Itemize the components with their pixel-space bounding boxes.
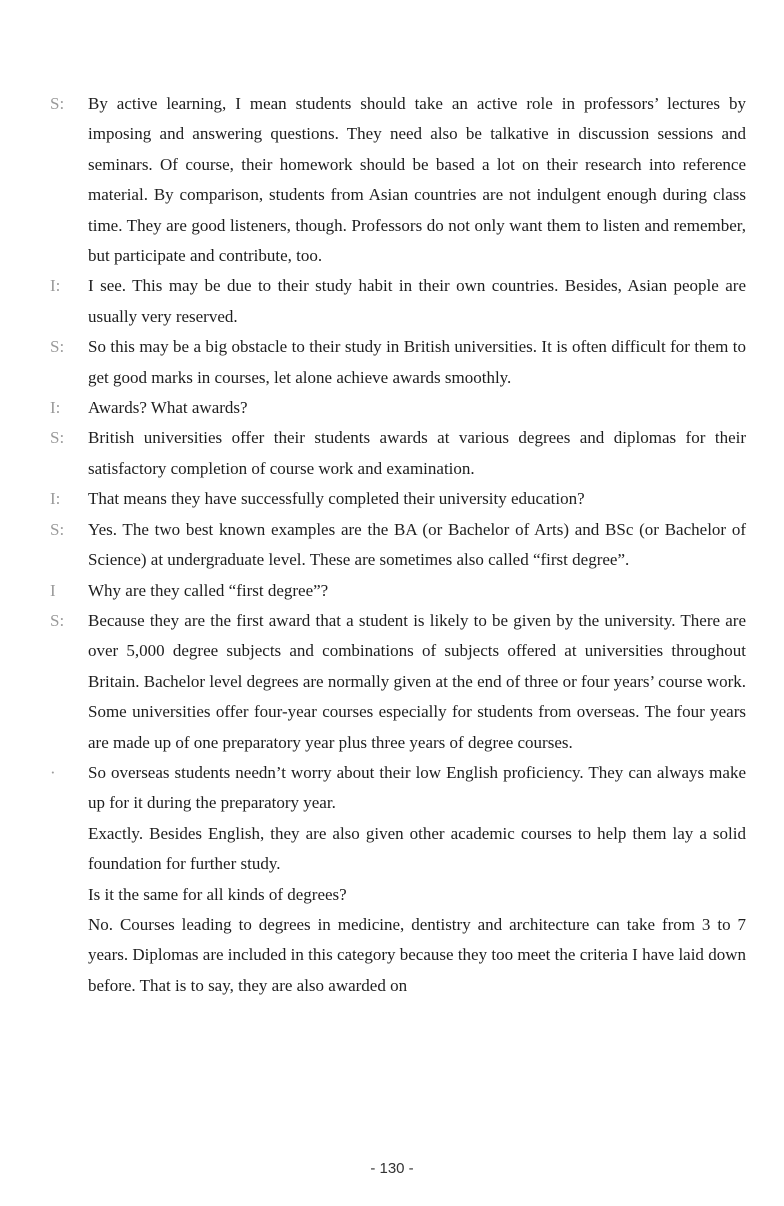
utterance-text: By active learning, I mean students should take an active role in professors’ lectures by imposing and answering questions. They need also be talkative in discussion sessions and seminars. Of course, their homework should be based a lot on their research into reference material. By comparison, students from Asian countries are not indulgent enough during class time. They are good listeners, though. Professors do not only want them to listen and remember, but participate and contribute, too. — [88, 94, 746, 266]
speaker-label: S: — [50, 519, 65, 539]
utterance-text: Awards? What awards? — [88, 398, 248, 418]
dialogue-turn — [50, 910, 750, 1001]
utterance-text: Yes. The two best known examples are the BA (or Bachelor of Arts) and BSc (or Bachelor of Science) at undergraduate level. These are sometimes also called “first degree”. — [88, 519, 746, 570]
speaker-label: S: — [50, 428, 65, 448]
utterance-text: British universities offer their students awards at various degrees and diplomas for their satisfactory completion of course work and examination. — [88, 428, 746, 478]
dialogue-turn — [50, 89, 750, 271]
dialogue-turn — [50, 758, 750, 819]
speaker-label: I — [50, 580, 56, 600]
utterance-text: Is it the same for all kinds of degrees? — [88, 884, 347, 904]
speaker-label: I: — [50, 398, 61, 418]
utterance-text: No. Courses leading to degrees in medicine, dentistry and architecture can take from 3 to 7 years. Diplomas are included in this category because they too meet the criteria I have laid down before. That is to say, they are also awarded on — [88, 914, 746, 995]
utterance-text: Because they are the first award that a student is likely to be given by the university. There are over 5,000 degree subjects and combinations of subjects offered at universities throughout Britain. Bachelor level degrees are normally given at the end of three or four years’ course work. Some universities offer four-year courses especially for students from overseas. The four years are made up of one preparatory year plus three years of degree courses. — [88, 610, 746, 752]
utterance-text: I see. This may be due to their study habit in their own countries. Besides, Asian people are usually very reserved. — [88, 276, 746, 326]
dialogue-turn — [50, 880, 750, 910]
dialogue-turn — [50, 393, 750, 423]
dialogue — [50, 89, 750, 1001]
dialogue-turn — [50, 423, 750, 484]
utterance-text: So overseas students needn’t worry about their low English proficiency. They can always make up for it during the preparatory year. — [88, 762, 746, 813]
page-number: - 130 - — [370, 1160, 414, 1177]
speaker-label: I: — [50, 489, 61, 509]
speaker-label: S: — [50, 94, 65, 113]
dialogue-turn — [50, 515, 750, 576]
utterance-text: Exactly. Besides English, they are also given other academic courses to help them lay a solid foundation for further study. — [88, 823, 746, 874]
speaker-label: I: — [50, 276, 61, 296]
dialogue-turn — [50, 576, 750, 606]
utterance-text: Why are they called “first degree”? — [88, 580, 329, 600]
speaker-label: S: — [50, 337, 65, 357]
dialogue-turn — [50, 332, 750, 393]
dialogue-turn — [50, 484, 750, 514]
dialogue-turn — [50, 606, 750, 758]
speaker-label: S: — [50, 610, 65, 630]
utterance-text: That means they have successfully completed their university education? — [88, 489, 585, 509]
speaker-label: · — [50, 762, 56, 782]
utterance-text: So this may be a big obstacle to their study in British universities. It is often difficult for them to get good marks in courses, let alone achieve awards smoothly. — [88, 337, 746, 387]
dialogue-turn — [50, 271, 750, 332]
dialogue-turn — [50, 819, 750, 880]
